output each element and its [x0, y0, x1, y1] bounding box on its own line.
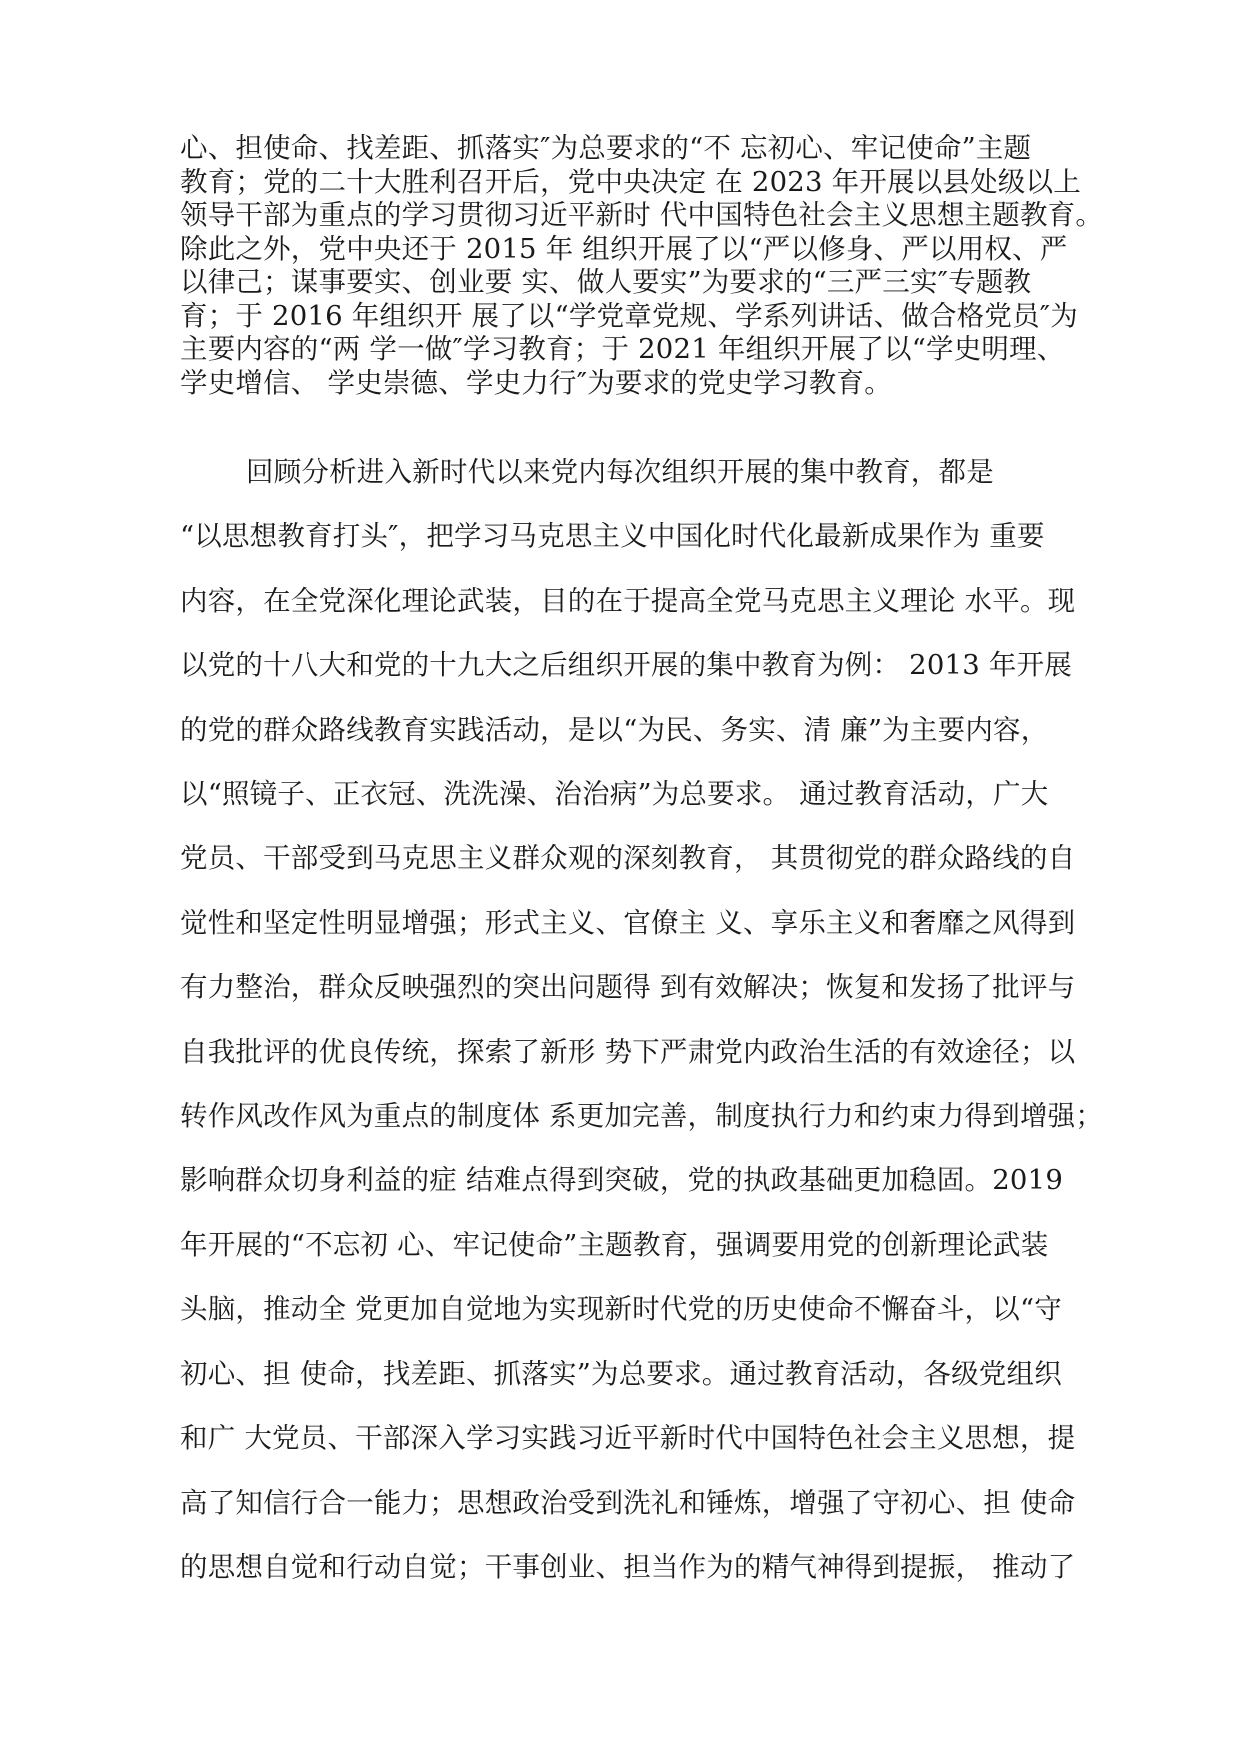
text-line: 的思想自觉和行动自觉；干事创业、担当作为的精气神得到提振， 推动了: [180, 1550, 1076, 1583]
text-line: 和广 大党员、干部深入学习实践习近平新时代中国特色社会主义思想，提: [180, 1422, 1076, 1455]
text-line: 觉性和坚定性明显增强；形式主义、官僚主 义、享乐主义和奢靡之风得到: [180, 906, 1076, 939]
text-line: 育；于 2016 年组织开 展了以“学党章党规、学系列讲话、做合格党员″为: [180, 299, 1078, 332]
paragraph-1: [180, 132, 1104, 400]
text-line: 领导干部为重点的学习贯彻习近平新时 代中国特色社会主义思想主题教育。: [180, 199, 1104, 231]
text-line: 主要内容的“两 学一做″学习教育；于 2021 年组织开展了以“学史明理、: [180, 333, 1065, 365]
text-line: 心、担使命、找差距、抓落实″为总要求的“不 忘初心、牢记使命”主题: [180, 132, 1032, 164]
text-line: 头脑，推动全 党更加自觉地为实现新时代党的历史使命不懈奋斗，以“守: [180, 1293, 1062, 1326]
text-line: 以律己；谋事要实、创业要 实、做人要实”为要求的“三严三实″专题教: [180, 266, 1032, 298]
text-line: 以“照镜子、正衣冠、洗洗澡、治治病”为总要求。 通过教育活动，广大: [180, 778, 1049, 811]
text-line: 除此之外，党中央还于 2015 年 组织开展了以“严以修身、严以用权、严: [180, 232, 1068, 265]
text-line: 高了知信行合一能力；思想政治受到洗礼和锤炼，增强了守初心、担 使命: [180, 1486, 1076, 1519]
text-line: 以党的十八大和党的十九大之后组织开展的集中教育为例： 2013 年开展: [180, 649, 1072, 682]
text-line: 内容，在全党深化理论武装，目的在于提高全党马克思主义理论 水平。现: [180, 584, 1076, 617]
text-line: 自我批评的优良传统，探索了新形 势下严肃党内政治生活的有效途径；以: [180, 1035, 1076, 1068]
text-line: 教育；党的二十大胜利召开后，党中央决定 在 2023 年开展以县处级以上: [180, 165, 1081, 198]
text-line: 年开展的“不忘初 心、牢记使命”主题教育，强调要用党的创新理论武装: [180, 1228, 1049, 1261]
paragraph-2: [180, 440, 1104, 1599]
text-line: 回顾分析进入新时代以来党内每次组织开展的集中教育，都是: [246, 456, 994, 488]
text-line: 影响群众切身利益的症 结难点得到突破，党的执政基础更加稳固。2019: [180, 1164, 1064, 1197]
text-line: 学史增信、 学史崇德、学史力行″为要求的党史学习教育。: [180, 366, 892, 399]
text-line: 党员、干部受到马克思主义群众观的深刻教育， 其贯彻党的群众路线的自: [180, 842, 1076, 875]
text-line: 转作风改作风为重点的制度体 系更加完善，制度执行力和约束力得到增强；: [180, 1100, 1104, 1133]
text-line: 的党的群众路线教育实践活动，是以“为民、务实、清 廉”为主要内容，: [180, 713, 1049, 746]
text-line: “以思想教育打头″，把学习马克思主义中国化时代化最新成果作为 重要: [180, 520, 1045, 553]
text-line: 有力整治，群众反映强烈的突出问题得 到有效解决；恢复和发扬了批评与: [180, 971, 1076, 1004]
text-line: 初心、担 使命，找差距、抓落实”为总要求。通过教育活动，各级党组织: [180, 1357, 1062, 1390]
